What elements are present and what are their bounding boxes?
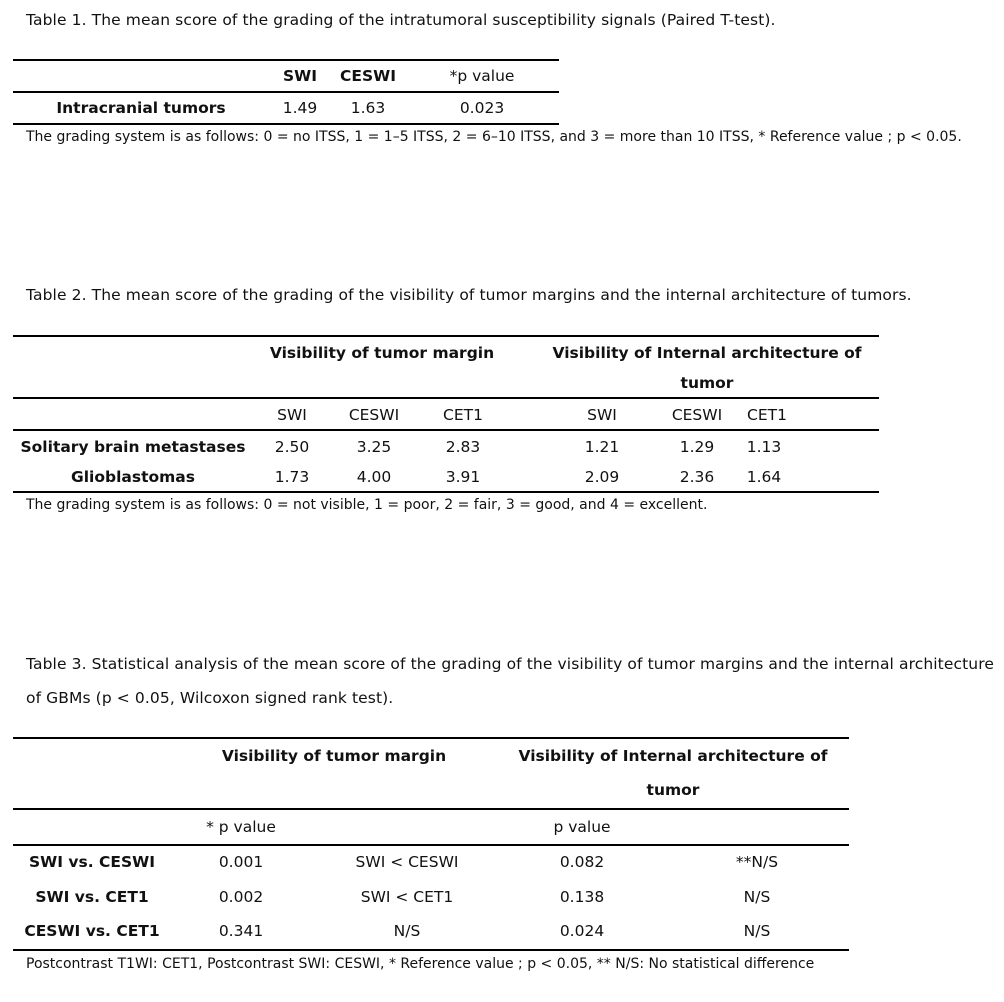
table2-subheader: CET1 — [747, 406, 787, 424]
table2-subheader: SWI — [587, 406, 617, 424]
table2-group-rule — [13, 397, 879, 399]
table2-cell: 1.13 — [746, 438, 782, 456]
table1-header-ceswi: CESWI — [340, 67, 396, 85]
table3-cell: 0.001 — [218, 853, 264, 871]
table3-cell: SWI < CET1 — [360, 888, 454, 906]
table1-cell: 1.63 — [350, 99, 386, 117]
table3-group-rule — [13, 808, 849, 810]
table2-subheader: CET1 — [443, 406, 483, 424]
table2-cell: 2.83 — [445, 438, 481, 456]
table2-top-rule — [13, 335, 879, 337]
table2-cell: 1.21 — [584, 438, 620, 456]
table2-group-header-internal-line2: tumor — [680, 374, 734, 392]
table3-bottom-rule — [13, 949, 849, 951]
table2-cell: 3.25 — [356, 438, 392, 456]
table3-caption-line1: Table 3. Statistical analysis of the mean score of the grading of the visibility of tumor margins and the internal architecture — [26, 655, 994, 673]
table3-cell: N/S — [743, 922, 771, 940]
table1-caption: Table 1. The mean score of the grading of the intratumoral susceptibility signals (Paired T-test). — [26, 11, 776, 29]
table3-subheader-internal-pvalue: p value — [553, 818, 611, 836]
table3-row-label: SWI vs. CET1 — [35, 888, 149, 906]
table2-subheader: CESWI — [348, 406, 400, 424]
table1-cell: 0.023 — [459, 99, 505, 117]
table2-footnote: The grading system is as follows: 0 = not visible, 1 = poor, 2 = fair, 3 = good, and 4 = excellent. — [26, 497, 708, 513]
table3-cell: 0.138 — [559, 888, 605, 906]
table1-header-pvalue: *p value — [449, 67, 515, 85]
table3-row-label: SWI vs. CESWI — [28, 853, 156, 871]
table2-cell: 2.50 — [274, 438, 310, 456]
table3-subheader-margin-pvalue: * p value — [206, 818, 276, 836]
table3-top-rule — [13, 737, 849, 739]
table3-cell: 0.082 — [559, 853, 605, 871]
table3-cell: SWI < CESWI — [355, 853, 459, 871]
table3-row-label: CESWI vs. CET1 — [24, 922, 160, 940]
table3-cell: N/S — [743, 888, 771, 906]
table2-subheader: CESWI — [671, 406, 723, 424]
table2-row-label: Glioblastomas — [71, 468, 195, 486]
table3-group-header-internal-line2: tumor — [646, 781, 700, 799]
table3-caption-line2: of GBMs (p < 0.05, Wilcoxon signed rank test). — [26, 689, 394, 707]
table3-cell: N/S — [393, 922, 421, 940]
table2-cell: 1.64 — [746, 468, 782, 486]
table2-cell: 1.29 — [679, 438, 715, 456]
table3-header-rule — [13, 844, 849, 846]
table2-group-header-internal: Visibility of Internal architecture of — [552, 344, 862, 362]
table1-header-rule — [13, 91, 559, 93]
table1-bottom-rule — [13, 123, 559, 125]
table1-footnote: The grading system is as follows: 0 = no ITSS, 1 = 1–5 ITSS, 2 = 6–10 ITSS, and 3 = more than 10 ITSS, * Reference value ; p < 0.05. — [26, 129, 962, 145]
table1-top-rule — [13, 59, 559, 61]
table3-group-header-margin: Visibility of tumor margin — [221, 747, 447, 765]
table2-group-header-margin: Visibility of tumor margin — [269, 344, 495, 362]
table3-cell: 0.002 — [218, 888, 264, 906]
table2-cell: 3.91 — [445, 468, 481, 486]
table1-header-swi: SWI — [282, 67, 318, 85]
table2-row-label: Solitary brain metastases — [20, 438, 246, 456]
table2-bottom-rule — [13, 491, 879, 493]
table2-header-rule — [13, 429, 879, 431]
table3-cell: 0.024 — [559, 922, 605, 940]
table3-cell: **N/S — [735, 853, 779, 871]
table2-caption: Table 2. The mean score of the grading of the visibility of tumor margins and the internal architecture of tumors. — [26, 286, 912, 304]
table1-row-label: Intracranial tumors — [56, 99, 226, 117]
table2-cell: 1.73 — [274, 468, 310, 486]
table3-cell: 0.341 — [218, 922, 264, 940]
table3-footnote: Postcontrast T1WI: CET1, Postcontrast SWI: CESWI, * Reference value ; p < 0.05, ** N/S: No statistical difference — [26, 956, 815, 972]
table1-cell: 1.49 — [282, 99, 318, 117]
table2-cell: 2.09 — [584, 468, 620, 486]
table2-subheader: SWI — [277, 406, 307, 424]
table2-cell: 2.36 — [679, 468, 715, 486]
table2-cell: 4.00 — [356, 468, 392, 486]
table3-group-header-internal: Visibility of Internal architecture of — [518, 747, 828, 765]
